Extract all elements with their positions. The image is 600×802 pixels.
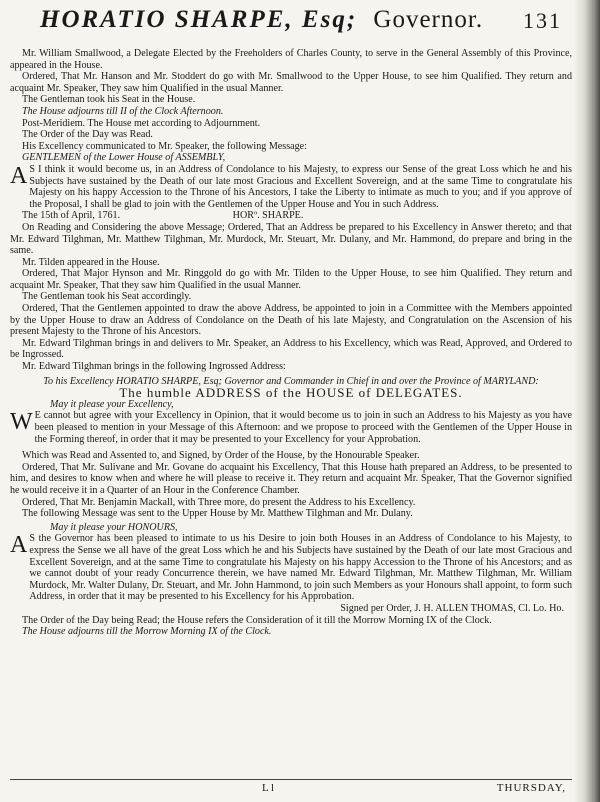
paragraph: The following Message was sent to the Upper House by Mr. Matthew Tilghman and Mr. Dulany. [22, 508, 413, 520]
address-text: E cannot but agree with your Excellency in Opinion, that it would become us to join in such an Address to his Majesty as you have been pleased to mention in your Message of this Afternoon: and we propose to proceed with the Gentlemen of the Upper House in the Forming thereof, in order that it may be presented to your Excellency for your Approbation. [34, 410, 572, 445]
message-text: S I think it would become us, in an Address of Condolance to his Majesty, to express our Sense of the great Loss which he and his Subjects have sustained by the Death of our late most Gracious and Excellent Sovereign, and at the same Time to congratulate his Majesty on his happy Accession to the Throne of his Ancestors, I take the Liberty to intimate as much to you; and if you approve of the Proposal, I shall be glad to join with the Gentlemen of the Upper House and You in such Address. [29, 163, 572, 210]
page-footer [10, 782, 572, 798]
message2-text: S the Governor has been pleased to intimate to us his Desire to join both Houses in an Address of Condolance to his Majesty, to express the Sense we all have of the great Loss which he and his Subjects have sustained by the Death of our late most Gracious and Excellent Sovereign, and at the same Time to congratulate his Majesty on his happy Accession to the Throne of his Ancestors; and as we cannot doubt of your ready Concurrence therein, we have named Mr. Edward Tilghman, Mr. Matthew Tilghman, Mr. William Murdock, Mr. Walter Dulany, Dr. Steuart, and Mr. John Hammond, to join such Members as your Honours shall appoint, to form such Address, in order that it may be presented to his Excellency for his Approbation. [29, 533, 572, 603]
message-salutation: GENTLEMEN of the Lower House of ASSEMBLY, [22, 152, 226, 164]
paragraph: The Gentleman took his Seat accordingly. [22, 291, 192, 303]
message2-salutation: May it please your HONOURS, [50, 521, 178, 533]
page-body [10, 48, 572, 638]
message2-signed: Signed per Order, J. H. ALLEN THOMAS, Cl. Lo. Ho. [340, 602, 564, 614]
message-block [10, 164, 572, 210]
running-title: HORATIO SHARPE, Esq; [40, 6, 358, 33]
drop-cap: A [10, 162, 28, 189]
paragraph: His Excellency communicated to Mr. Speaker, the following Message: [22, 140, 307, 152]
paragraph: Ordered, That the Gentlemen appointed to draw the above Address, be appointed to join in a Committee with the Members appointed by the Upper House to draw an Address of Condolance on the Death of his late Majesty, and Congratulation on the Ascension of his present Majesty to the Throne of his Ancestors. [10, 303, 572, 338]
paragraph: On Reading and Considering the above Message; Ordered, That an Address be prepared to his Excellency in Answer thereto; and that Mr. Edward Tilghman, Mr. Matthew Tilghman, Mr. Murdock, Mr. Steuart, Mr. Dulany, and Mr. Hammond, do prepare and bring in the same. [10, 221, 572, 257]
drop-cap: A [10, 532, 28, 559]
running-office: Governor. [373, 6, 484, 33]
paragraph: Mr. William Smallwood, a Delegate Elected by the Freeholders of Charles County, to serve in the General Assembly of this Province, appeared in the House. [10, 48, 572, 71]
paragraph: Ordered, That Mr. Sulivane and Mr. Govane do acquaint his Excellency, That this House hath prepared an Address, to be presented to him, and desires to know when and where he will please to receive it. They return and acquaint Mr. Speaker, That the Governor signified he would receive it in a Quarter of an Hour in the Conference Chamber. [10, 461, 572, 496]
page-number: 131 [523, 8, 562, 33]
catchword: THURSDAY, [496, 782, 566, 794]
paragraph: Post-Meridiem. The House met according to Adjournment. [22, 117, 261, 129]
paragraph: Ordered, That Mr. Benjamin Mackall, with Three more, do present the Address to his Excellency. [22, 496, 416, 508]
page-header [40, 6, 570, 46]
paragraph: Mr. Tilden appeared in the House. [22, 256, 160, 268]
signature-mark: L l [262, 782, 275, 794]
paragraph: Ordered, That Mr. Hanson and Mr. Stoddert do go with Mr. Smallwood to the Upper House, to see him Qualified. They return and acquaint Mr. Speaker, They saw him Qualified in the usual Manner. [10, 71, 572, 94]
paragraph: The Order of the Day was Read. [22, 129, 153, 141]
address-heading: To his Excellency HORATIO SHARPE, Esq; Governor and Commander in Chief in and over the Province of MARYLAND: [43, 375, 539, 387]
paragraph: The House adjourns till II of the Clock Afternoon. [22, 105, 224, 117]
message-signature: HORº. SHARPE. [232, 210, 304, 222]
message-date: The 15th of April, 1761. [22, 210, 121, 222]
address-title: The humble ADDRESS of the HOUSE of DELEGATES. [119, 385, 463, 401]
address-salutation: May it please your Excellency, [50, 398, 174, 410]
message2-block [10, 533, 572, 603]
paragraph: The House adjourns till the Morrow Morning IX of the Clock. [22, 626, 272, 638]
message-dateline [10, 210, 572, 222]
drop-cap: W [10, 409, 33, 436]
paragraph: The Order of the Day being Read; the House refers the Consideration of it till the Morrow Morning IX of the Clock. [22, 614, 492, 626]
paragraph: Mr. Edward Tilghman brings in the following Ingrossed Address: [22, 361, 286, 373]
footer-rule [10, 779, 572, 780]
book-spine-shadow [574, 0, 600, 802]
paragraph: Mr. Edward Tilghman brings in and delivers to Mr. Speaker, an Address to his Excellency, which was Read, Approved, and Ordered to be Ingrossed. [10, 337, 572, 361]
paragraph: Which was Read and Assented to, and Signed, by Order of the House, by the Honourable Speaker. [22, 450, 420, 462]
paragraph: Ordered, That Major Hynson and Mr. Ringgold do go with Mr. Tilden to the Upper House, to see him Qualified. They return and acquaint Mr. Speaker, That they saw him Qualified in the usual Manner. [10, 268, 572, 291]
address-block [10, 410, 572, 445]
paragraph: The Gentleman took his Seat in the House. [22, 94, 196, 106]
